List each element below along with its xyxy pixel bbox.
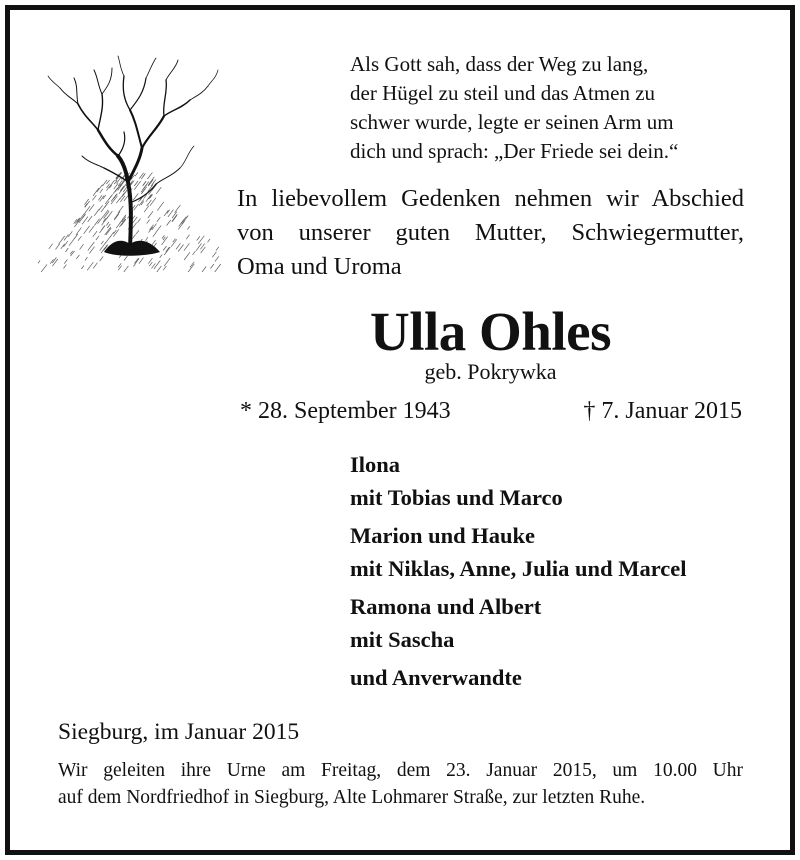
ground-hatch-stroke — [154, 260, 160, 269]
ground-hatch-stroke — [93, 188, 99, 196]
ground-hatch-stroke — [69, 238, 75, 246]
ground-hatch-stroke — [93, 231, 97, 237]
ground-hatch-stroke — [41, 264, 47, 272]
poem-text — [350, 50, 750, 166]
ground-hatch-stroke — [134, 181, 141, 190]
ground-hatch-stroke — [89, 204, 94, 211]
ground-hatch-stroke — [187, 226, 190, 229]
ground-hatch-stroke — [175, 205, 181, 213]
intro-line: In liebevollem Gedenken nehmen wir Abschied — [237, 185, 744, 212]
ground-hatch-stroke — [49, 244, 53, 249]
ground-hatch-stroke — [122, 193, 125, 196]
ground-hatch-stroke — [89, 226, 94, 233]
ground-hatch-stroke — [163, 266, 166, 270]
ground-hatch-stroke — [155, 266, 161, 272]
mourner-line: Marion und Hauke — [350, 523, 536, 548]
ground-hatch-stroke — [148, 211, 153, 218]
ground-hatch-stroke — [38, 261, 40, 269]
ground-hatch-stroke — [64, 260, 67, 264]
ground-hatch-stroke — [109, 194, 113, 199]
ground-hatch-stroke — [116, 198, 120, 203]
ground-hatch-stroke — [164, 258, 170, 266]
ground-hatch-stroke — [188, 264, 194, 272]
ground-hatch-stroke — [100, 189, 103, 193]
mourner-closing: und Anverwandte — [350, 665, 522, 690]
ground-hatch-stroke — [114, 214, 119, 220]
service-info — [58, 757, 743, 811]
ground-hatch-stroke — [135, 172, 138, 176]
ground-hatch-stroke — [164, 210, 168, 216]
ground-hatch-stroke — [96, 236, 99, 240]
bare-tree-icon — [38, 52, 228, 272]
ground-hatch-stroke — [106, 228, 111, 235]
ground-hatch-stroke — [176, 243, 181, 249]
ground-hatch-stroke — [147, 172, 152, 179]
ground-hatch-stroke — [152, 224, 157, 230]
ground-hatch-stroke — [143, 173, 146, 176]
ground-hatch-stroke — [139, 173, 143, 179]
ground-hatch-stroke — [119, 185, 125, 193]
ground-hatch-stroke — [197, 236, 200, 240]
ground-hatch-stroke — [147, 220, 150, 224]
ground-hatch-stroke — [156, 187, 161, 194]
ground-hatch-stroke — [84, 199, 88, 205]
ground-hatch-stroke — [110, 180, 114, 186]
ground-hatch-stroke — [124, 256, 127, 261]
mourner-group — [350, 590, 750, 656]
ground-hatch-stroke — [166, 247, 170, 252]
ground-hatch-stroke — [150, 225, 154, 230]
ground-hatch-stroke — [76, 228, 81, 235]
ground-hatch-stroke — [99, 205, 103, 210]
ground-hatch-stroke — [149, 262, 152, 266]
intro-text — [237, 182, 744, 284]
ground-hatch-stroke — [93, 263, 97, 269]
death-date: † 7. Januar 2015 — [583, 398, 742, 424]
ground-hatch-stroke — [193, 251, 196, 255]
ground-hatch-stroke — [211, 264, 214, 269]
ground-hatch-stroke — [85, 257, 88, 260]
ground-hatch-stroke — [103, 180, 108, 186]
ground-hatch-stroke — [56, 244, 60, 250]
ground-hatch-stroke — [64, 265, 67, 269]
ground-hatch-stroke — [80, 244, 84, 249]
ground-hatch-stroke — [184, 252, 190, 260]
mourner-group — [350, 519, 750, 585]
service-line: auf dem Nordfriedhof in Siegburg, Alte Lohmarer Straße, zur letzten Ruhe. — [58, 787, 646, 808]
ground-hatch-stroke — [101, 226, 104, 230]
ground-hatch-stroke — [118, 206, 123, 213]
ground-hatch-stroke — [105, 236, 111, 243]
ground-hatch-stroke — [134, 258, 138, 264]
ground-hatch-stroke — [160, 255, 162, 258]
mourner-line: mit Niklas, Anne, Julia und Marcel — [350, 556, 687, 581]
birth-date: * 28. September 1943 — [240, 398, 451, 424]
ground-hatch-stroke — [105, 227, 111, 235]
ground-hatch-stroke — [81, 265, 84, 269]
ground-hatch-stroke — [134, 204, 139, 210]
ground-hatch-stroke — [94, 209, 99, 216]
poem-line: Als Gott sah, dass der Weg zu lang, — [350, 52, 649, 76]
ground-hatch-stroke — [88, 242, 95, 251]
ground-hatch-stroke — [76, 255, 79, 259]
ground-hatch-stroke — [92, 195, 96, 200]
ground-hatch-stroke — [208, 239, 211, 242]
ground-hatch-stroke — [149, 194, 153, 199]
ground-hatch-stroke — [157, 202, 164, 211]
ground-hatch-stroke — [144, 206, 149, 212]
mourners-list — [350, 448, 750, 694]
ground-hatch-stroke — [114, 211, 120, 219]
mourner-group — [350, 448, 750, 514]
ground-hatch-stroke — [157, 217, 161, 222]
place-date: Siegburg, im Januar 2015 — [58, 719, 300, 745]
ground-hatch-stroke — [174, 216, 177, 220]
intro-line: von unserer guten Mutter, Schwiegermutter, — [237, 219, 744, 246]
ground-hatch-stroke — [100, 242, 106, 250]
deceased-name: Ulla Ohles — [370, 301, 611, 362]
mourner-line: Ilona — [350, 452, 401, 477]
ground-hatch-stroke — [122, 266, 128, 272]
ground-hatch-stroke — [201, 267, 207, 273]
ground-hatch-stroke — [186, 235, 189, 240]
ground-hatch-stroke — [59, 236, 65, 244]
ground-hatch-stroke — [106, 222, 109, 225]
ground-hatch-stroke — [133, 234, 136, 238]
ground-hatch-stroke — [139, 258, 144, 264]
ground-hatch-stroke — [101, 241, 104, 244]
poem-line: schwer wurde, legte er seinen Arm um — [350, 110, 674, 134]
ground-hatch-stroke — [148, 177, 154, 186]
ground-hatch-stroke — [215, 256, 219, 261]
ground-hatch-stroke — [88, 216, 92, 222]
ground-hatch-stroke — [138, 219, 141, 223]
ground-hatch-stroke — [184, 243, 190, 250]
mourner-line: mit Tobias und Marco — [350, 485, 563, 510]
ground-hatch-stroke — [78, 236, 81, 240]
ground-hatch-stroke — [156, 226, 161, 233]
mourner-line: mit Sascha — [350, 627, 455, 652]
ground-hatch-stroke — [153, 233, 156, 237]
ground-hatch-stroke — [215, 264, 221, 272]
ground-hatch-stroke — [68, 231, 72, 236]
ground-hatch-stroke — [87, 262, 93, 270]
ground-hatch-stroke — [64, 235, 69, 241]
ground-hatch-stroke — [107, 224, 110, 228]
ground-hatch-stroke — [65, 248, 68, 252]
mourner-line: Ramona und Albert — [350, 594, 542, 619]
ground-hatch-stroke — [145, 237, 148, 241]
ground-hatch-stroke — [100, 256, 104, 261]
ground-hatch-stroke — [84, 226, 90, 234]
intro-line: Oma und Uroma — [237, 253, 402, 280]
ground-hatch-stroke — [102, 217, 108, 226]
ground-hatch-stroke — [146, 195, 151, 202]
ground-hatch-stroke — [136, 230, 139, 234]
ground-hatch-stroke — [150, 198, 156, 206]
ground-hatch-stroke — [216, 247, 219, 251]
ground-hatch-stroke — [212, 252, 216, 257]
poem-line: der Hügel zu steil und das Atmen zu — [350, 81, 656, 105]
birth-name: geb. Pokrywka — [424, 359, 557, 384]
ground-hatch-stroke — [167, 220, 171, 226]
service-line: Wir geleiten ihre Urne am Freitag, dem 23. Januar 2015, um 10.00 Uhr — [58, 760, 743, 781]
poem-line: dich und sprach: „Der Friede sei dein.“ — [350, 139, 679, 163]
ground-hatch-stroke — [163, 246, 166, 250]
ground-hatch-stroke — [196, 243, 201, 250]
ground-hatch-stroke — [152, 240, 156, 245]
